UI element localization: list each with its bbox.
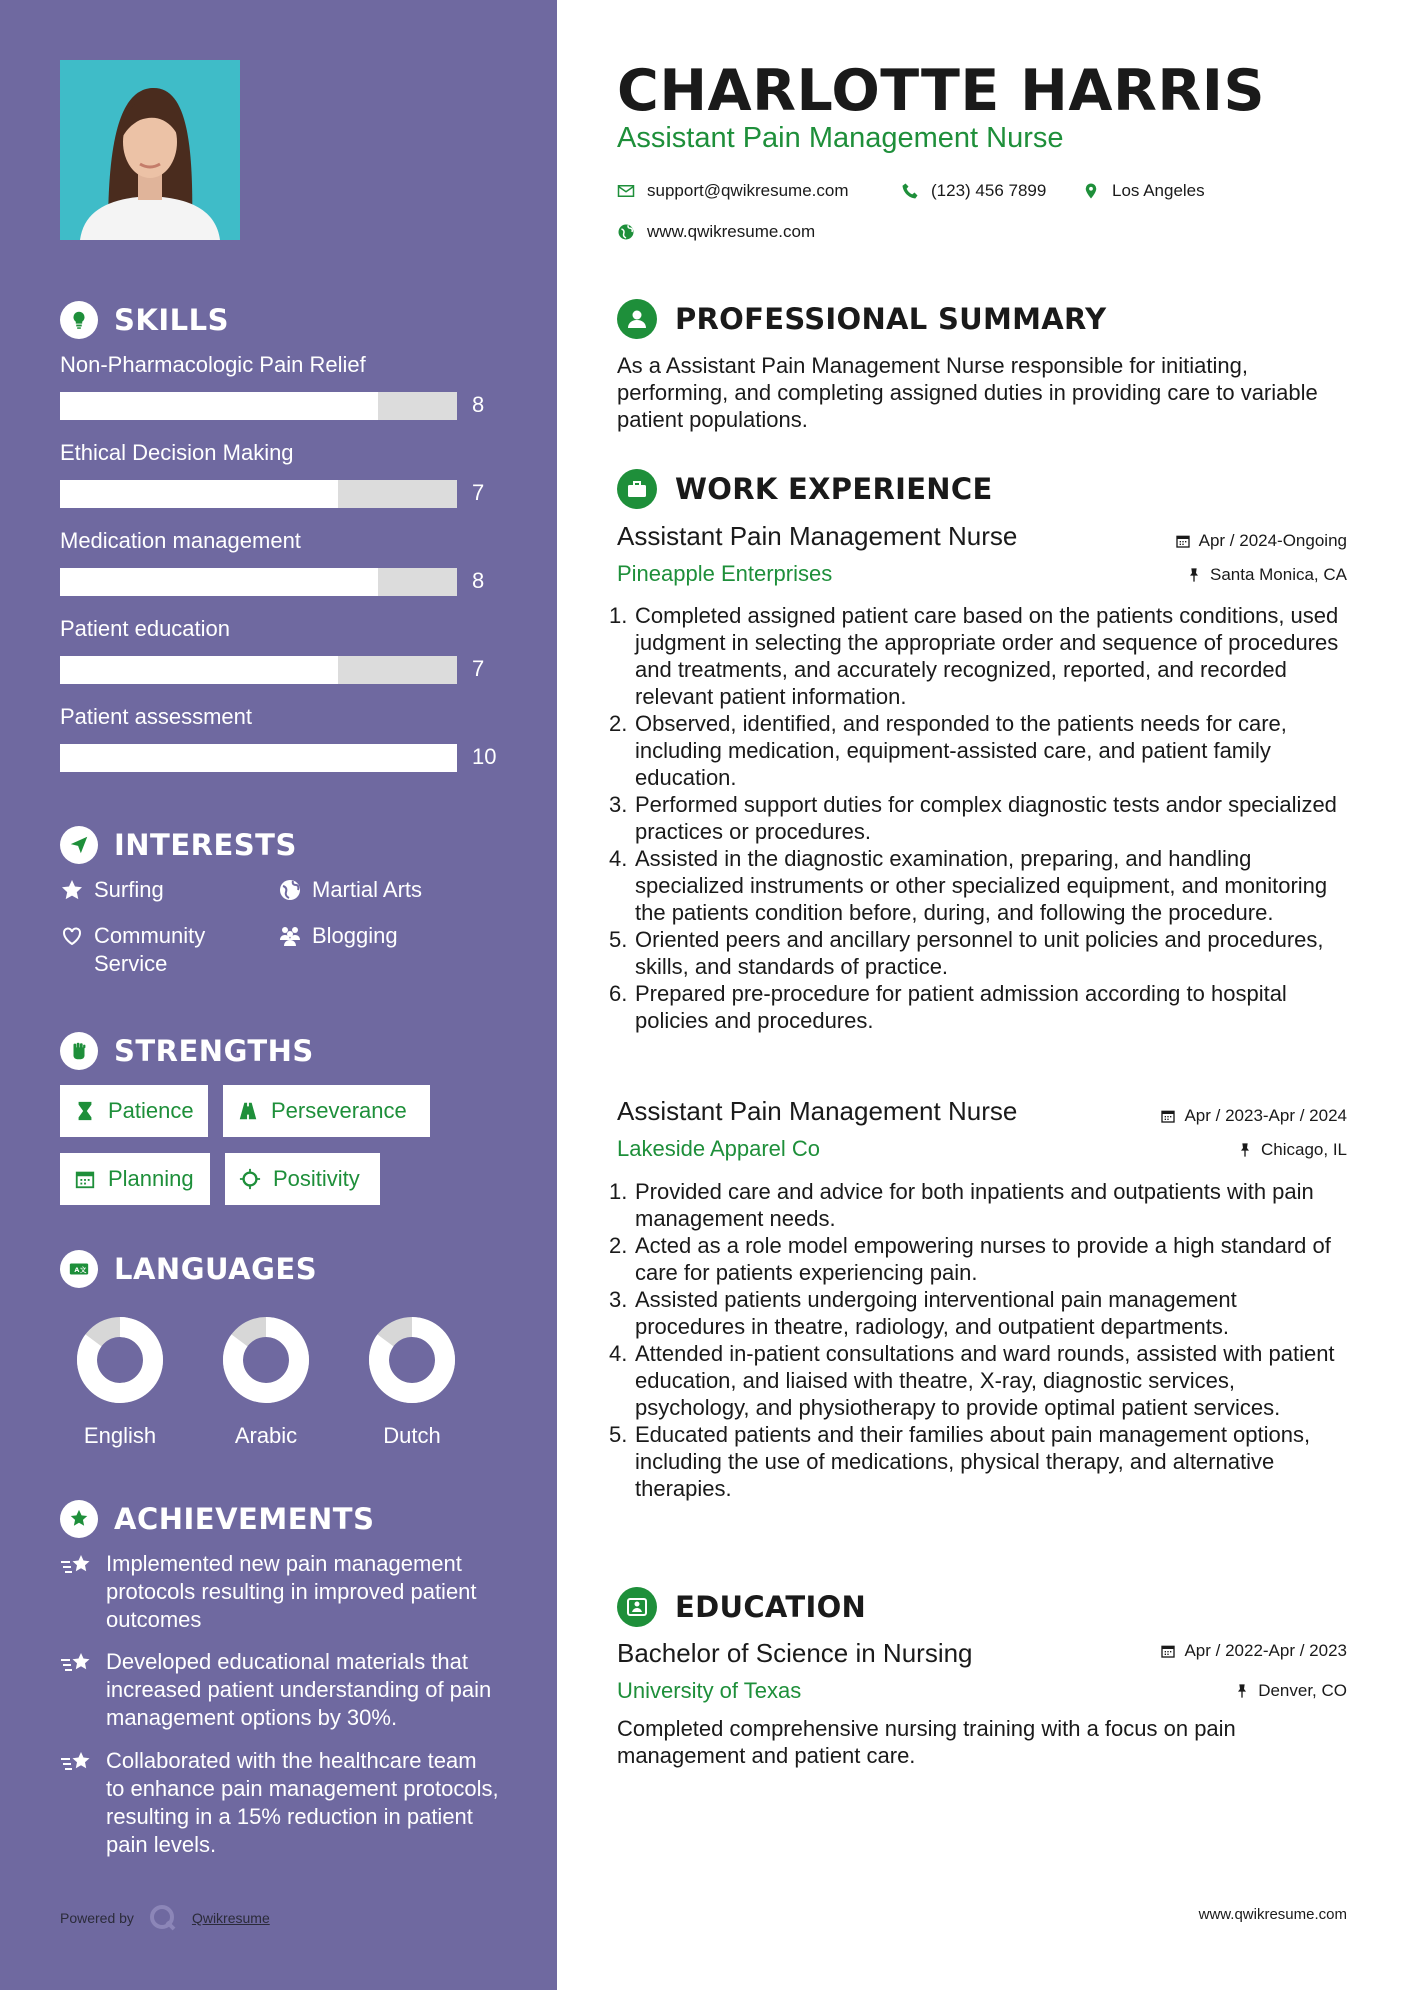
skill-name: Patient education bbox=[60, 616, 231, 641]
contact-website[interactable] bbox=[617, 222, 815, 242]
languages-heading bbox=[60, 1250, 317, 1288]
interest-item bbox=[278, 876, 422, 904]
powered-by-label: Powered by bbox=[60, 1910, 134, 1926]
sun-icon bbox=[239, 1168, 261, 1190]
hourglass-icon bbox=[74, 1100, 96, 1122]
briefcase-icon bbox=[617, 469, 657, 509]
job-dates-text: Apr / 2023-Apr / 2024 bbox=[1184, 1106, 1347, 1125]
strength-label: Perseverance bbox=[271, 1098, 407, 1123]
job-location-text: Santa Monica, CA bbox=[1209, 565, 1347, 584]
skill-bar-fill bbox=[60, 392, 378, 420]
graduation-icon bbox=[617, 1587, 657, 1627]
skill-bar bbox=[60, 392, 457, 420]
strengths-title: STRENGTHS bbox=[114, 1034, 314, 1068]
skill-level: 8 bbox=[472, 568, 485, 593]
summary-heading bbox=[617, 299, 1106, 339]
duty-item: 1. Provided care and advice for both inpatients and outpatients with pain management needs. bbox=[609, 1179, 1314, 1231]
users-icon bbox=[278, 924, 302, 948]
skill-level: 8 bbox=[472, 392, 485, 417]
skill-bar bbox=[60, 568, 457, 596]
pushpin-icon bbox=[1186, 567, 1202, 583]
skill-name: Non-Pharmacologic Pain Relief bbox=[60, 352, 366, 377]
interest-item bbox=[60, 876, 164, 904]
strength-label: Patience bbox=[108, 1098, 194, 1123]
language-name: English bbox=[83, 1423, 157, 1448]
lightbulb-icon bbox=[60, 301, 98, 339]
skill-bar-fill bbox=[60, 656, 338, 684]
skill-bar bbox=[60, 656, 457, 684]
interest-item bbox=[278, 922, 398, 950]
skills-title: SKILLS bbox=[114, 303, 229, 337]
duty-item: 6. Prepared pre-procedure for patient admission according to hospital policies and procedures. bbox=[609, 981, 1287, 1033]
strength-label: Planning bbox=[108, 1166, 194, 1191]
job-dates bbox=[1160, 1106, 1347, 1126]
envelope-icon bbox=[617, 182, 635, 200]
candidate-title: Assistant Pain Management Nurse bbox=[617, 122, 1064, 154]
globe-icon bbox=[278, 878, 302, 902]
paper-plane-icon bbox=[60, 826, 98, 864]
skill-level: 10 bbox=[472, 744, 497, 769]
achievements-heading bbox=[60, 1500, 374, 1538]
website-text: www.qwikresume.com bbox=[647, 222, 816, 241]
heart-icon bbox=[60, 924, 84, 948]
degree-title: Bachelor of Science in Nursing bbox=[617, 1638, 973, 1668]
svg-text:A: A bbox=[74, 1265, 80, 1274]
education-description: Completed comprehensive nursing training with a focus on pain management and patient care. bbox=[617, 1716, 1236, 1768]
skill-bar bbox=[60, 744, 457, 772]
road-icon bbox=[237, 1100, 259, 1122]
strength-badge bbox=[60, 1153, 210, 1205]
job-location bbox=[1237, 1140, 1347, 1160]
shooting-star-icon bbox=[60, 1749, 94, 1777]
duty-item: 2. Acted as a role model empowering nurses to provide a high standard of care for patients experiencing pain. bbox=[609, 1233, 1331, 1285]
achievements-title: ACHIEVEMENTS bbox=[114, 1502, 375, 1536]
shooting-star-icon bbox=[60, 1552, 94, 1580]
achievement-text: Collaborated with the healthcare team to enhance pain management protocols, resulting in a 15% reduction in patient pain levels. bbox=[106, 1748, 499, 1857]
globe-icon bbox=[617, 223, 635, 241]
interests-heading bbox=[60, 826, 297, 864]
duty-item: 4. Attended in-patient consultations and ward rounds, assisted with patient education, and liaised with theatre, X-ray, diagnostic services, psychology, and physiotherapy to provide optimal patient services. bbox=[609, 1341, 1335, 1420]
duty-item: 1. Completed assigned patient care based on the patients conditions, used judgment in selecting the appropriate order and sequence of procedures and treatments, and accurately recognized, reported, and recorded relevant patient information. bbox=[609, 603, 1339, 709]
phone-icon bbox=[901, 182, 919, 200]
powered-by bbox=[60, 1903, 270, 1933]
profile-photo bbox=[60, 60, 240, 240]
powered-by-link[interactable]: Qwikresume bbox=[191, 1910, 270, 1926]
job-company: Lakeside Apparel Co bbox=[617, 1136, 821, 1161]
calendar-icon bbox=[1160, 1108, 1176, 1124]
interest-label: Surfing bbox=[94, 877, 164, 902]
calendar-icon bbox=[1175, 533, 1191, 549]
duty-item: 3. Assisted patients undergoing interventional pain management procedures in theatre, radiology, and outpatient departments. bbox=[609, 1287, 1237, 1339]
award-icon bbox=[60, 1500, 98, 1538]
experience-heading bbox=[617, 469, 993, 509]
duty-item: 2. Observed, identified, and responded to the patients needs for care, including medication, equipment-assisted care, and patient family education. bbox=[609, 711, 1287, 790]
duty-item: 5. Oriented peers and ancillary personnel to unit policies and procedures, skills, and standards of practice. bbox=[609, 927, 1324, 979]
job-dates-text: Apr / 2024-Ongoing bbox=[1198, 531, 1347, 550]
language-item bbox=[357, 1317, 467, 1449]
pushpin-icon bbox=[1237, 1142, 1253, 1158]
interest-label: Blogging bbox=[312, 923, 398, 948]
svg-text:文: 文 bbox=[79, 1265, 87, 1274]
education-location bbox=[1234, 1681, 1347, 1701]
map-pin-icon bbox=[1082, 182, 1100, 200]
location-text: Los Angeles bbox=[1112, 181, 1205, 200]
strength-badge bbox=[225, 1153, 380, 1205]
summary-text: As a Assistant Pain Management Nurse responsible for initiating, performing, and completing assigned duties in providing care to variable patient populations. bbox=[617, 353, 1318, 432]
skill-bar-fill bbox=[60, 744, 457, 772]
languages-title: LANGUAGES bbox=[114, 1252, 318, 1286]
education-location-text: Denver, CO bbox=[1258, 1681, 1347, 1700]
education-title: EDUCATION bbox=[675, 1590, 867, 1624]
job-location-text: Chicago, IL bbox=[1261, 1140, 1347, 1159]
duty-item: 5. Educated patients and their families about pain management options, including the use of medications, physical therapy, and alternative therapies. bbox=[609, 1422, 1311, 1501]
job-duties bbox=[609, 602, 1347, 1034]
user-icon bbox=[617, 299, 657, 339]
experience-title: WORK EXPERIENCE bbox=[675, 472, 993, 506]
job-title: Assistant Pain Management Nurse bbox=[617, 521, 1018, 551]
achievement-item bbox=[60, 1648, 500, 1732]
email-text: support@qwikresume.com bbox=[647, 181, 849, 200]
qwikresume-logo-icon bbox=[148, 1903, 178, 1933]
education-heading bbox=[617, 1587, 866, 1627]
job-title: Assistant Pain Management Nurse bbox=[617, 1096, 1018, 1126]
language-icon bbox=[60, 1250, 98, 1288]
fist-icon bbox=[60, 1032, 98, 1070]
sidebar bbox=[0, 0, 557, 1990]
shooting-star-icon bbox=[60, 1650, 94, 1678]
achievement-item bbox=[60, 1747, 500, 1859]
strength-badge bbox=[223, 1085, 430, 1137]
job-duties bbox=[609, 1178, 1347, 1502]
achievement-text: Developed educational materials that increased patient understanding of pain management options by 30%. bbox=[106, 1649, 492, 1730]
language-ring bbox=[77, 1317, 163, 1403]
strengths-heading bbox=[60, 1032, 314, 1070]
skill-bar-fill bbox=[60, 480, 338, 508]
skill-name: Medication management bbox=[60, 528, 301, 553]
star-icon bbox=[60, 878, 84, 902]
school-name: University of Texas bbox=[617, 1678, 802, 1703]
skills-heading bbox=[60, 301, 229, 339]
interest-item bbox=[60, 922, 260, 978]
language-item bbox=[211, 1317, 321, 1449]
interest-label: Community Service bbox=[94, 923, 206, 976]
achievement-item bbox=[60, 1550, 500, 1634]
achievement-text: Implemented new pain management protocols resulting in improved patient outcomes bbox=[106, 1551, 477, 1632]
language-item bbox=[65, 1317, 175, 1449]
footer-url[interactable]: www.qwikresume.com bbox=[1198, 1906, 1347, 1923]
summary-title: PROFESSIONAL SUMMARY bbox=[675, 302, 1107, 336]
language-ring bbox=[223, 1317, 309, 1403]
language-ring bbox=[369, 1317, 455, 1403]
skill-level: 7 bbox=[472, 480, 485, 505]
pushpin-icon bbox=[1234, 1683, 1250, 1699]
phone-text: (123) 456 7899 bbox=[931, 181, 1047, 200]
contact-email[interactable] bbox=[617, 181, 849, 201]
job-location bbox=[1186, 565, 1347, 585]
calendar-icon bbox=[74, 1168, 96, 1190]
education-dates-text: Apr / 2022-Apr / 2023 bbox=[1184, 1641, 1347, 1660]
language-name: Arabic bbox=[234, 1423, 298, 1448]
skill-level: 7 bbox=[472, 656, 485, 681]
interests-title: INTERESTS bbox=[114, 828, 297, 862]
job-company: Pineapple Enterprises bbox=[617, 561, 833, 586]
contact-phone[interactable] bbox=[901, 181, 1046, 201]
candidate-name: CHARLOTTE HARRIS bbox=[617, 58, 1265, 124]
duty-item: 4. Assisted in the diagnostic examination, preparing, and handling specialized instruments or other specialized equipment, and monitoring the patients condition before, during, and following the procedure. bbox=[609, 846, 1328, 925]
strength-badge bbox=[60, 1085, 208, 1137]
duty-item: 3. Performed support duties for complex diagnostic tests andor specialized practices or procedures. bbox=[609, 792, 1337, 844]
calendar-icon bbox=[1160, 1643, 1176, 1659]
strength-label: Positivity bbox=[273, 1166, 360, 1191]
contact-location bbox=[1082, 181, 1205, 201]
skill-bar bbox=[60, 480, 457, 508]
skill-bar-fill bbox=[60, 568, 378, 596]
language-name: Dutch bbox=[383, 1423, 441, 1448]
job-dates bbox=[1175, 531, 1347, 551]
skill-name: Patient assessment bbox=[60, 704, 252, 729]
education-dates bbox=[1160, 1641, 1347, 1661]
skill-name: Ethical Decision Making bbox=[60, 440, 294, 465]
interest-label: Martial Arts bbox=[312, 877, 423, 902]
